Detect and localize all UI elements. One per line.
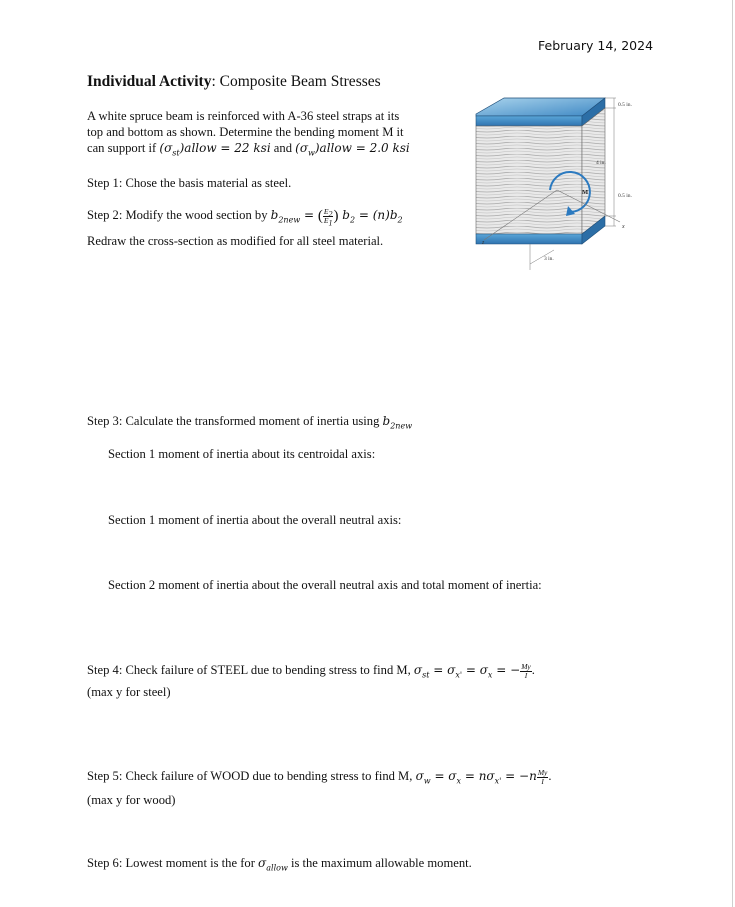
moment-label: M xyxy=(582,189,589,196)
wood-core-end xyxy=(582,108,605,234)
step-5-note: (max y for wood) xyxy=(87,793,176,807)
problem-line-1: A white spruce beam is reinforced with A-36 steel straps at its xyxy=(87,109,400,123)
problem-text: can support if xyxy=(87,141,160,155)
bottom-steel-strap xyxy=(476,234,582,244)
wood-core xyxy=(476,126,582,234)
top-steel-strap-side xyxy=(476,116,582,126)
step-3: Step 3: Calculate the transformed moment of inertia using $b_{2new}$ xyxy=(87,414,413,431)
step-6: Step 6: Lowest moment is the for $\sigma_{allow}$ is the maximum allowable moment. xyxy=(87,856,472,873)
z-axis-label: z xyxy=(482,240,485,246)
step-5: Step 5: Check failure of WOOD due to bending stress to find M, $\sigma_w = \sigma_x = n\sigma_{x'} = -n$ $\frac{My}{I}$ . xyxy=(87,767,552,786)
step-5-text: Step 5: Check failure of WOOD due to bending stress to find M, xyxy=(87,769,416,783)
step-3-section-1-centroidal: Section 1 moment of inertia about its centroidal axis: xyxy=(108,447,376,461)
width-label: 3 in. xyxy=(544,256,554,262)
title-rest: : Composite Beam Stresses xyxy=(211,73,381,90)
step-4: Step 4: Check failure of STEEL due to bending stress to find M, $\sigma_{st} = \sigma_{x'} = \sigma_x$ = − $\frac{My}{I}$ . xyxy=(87,661,535,680)
step-3-section-2-total: Section 2 moment of inertia about the overall neutral axis and total moment of inertia: xyxy=(108,578,542,592)
problem-text: and xyxy=(270,141,296,155)
step-2-text: Step 2: Modify the wood section by xyxy=(87,208,271,222)
step-2: Step 2: Modify the wood section by $b_{2new}$ = ( $\frac{E_2}{E_1}$ ) $b_2 = (n)b_2$ xyxy=(87,206,403,228)
step-1: Step 1: Chose the basis material as steel. xyxy=(87,176,292,190)
composite-beam-figure xyxy=(472,94,647,284)
title-bold: Individual Activity xyxy=(87,73,212,90)
page-title xyxy=(87,73,381,91)
problem-line-3: can support if $(\sigma_{st})allow = 22$ ksi and $(\sigma_w)allow = 2.0$ ksi xyxy=(87,141,410,158)
wood-depth-label: 4 in. xyxy=(596,160,606,166)
document-date: February 14, 2024 xyxy=(538,38,654,53)
step-6-text-end: is the maximum allowable moment. xyxy=(287,856,472,870)
step-3-text: Step 3: Calculate the transformed moment of inertia using xyxy=(87,414,383,428)
top-strap-thickness-label: 0.5 in. xyxy=(618,102,632,108)
step-4-note: (max y for steel) xyxy=(87,685,171,699)
bottom-strap-thickness-label: 0.5 in. xyxy=(618,193,632,199)
page-edge xyxy=(732,0,733,907)
step-2-line-2: Redraw the cross-section as modified for all steel material. xyxy=(87,234,384,248)
problem-statement xyxy=(87,108,410,156)
step-6-text: Step 6: Lowest moment is the for xyxy=(87,856,259,870)
step-4-text: Step 4: Check failure of STEEL due to bending stress to find M, xyxy=(87,663,414,677)
problem-line-2: top and bottom as shown. Determine the bending moment M it xyxy=(87,125,404,139)
x-axis-label: x xyxy=(622,224,625,230)
step-3-section-1-neutral-axis: Section 1 moment of inertia about the overall neutral axis: xyxy=(108,513,402,527)
